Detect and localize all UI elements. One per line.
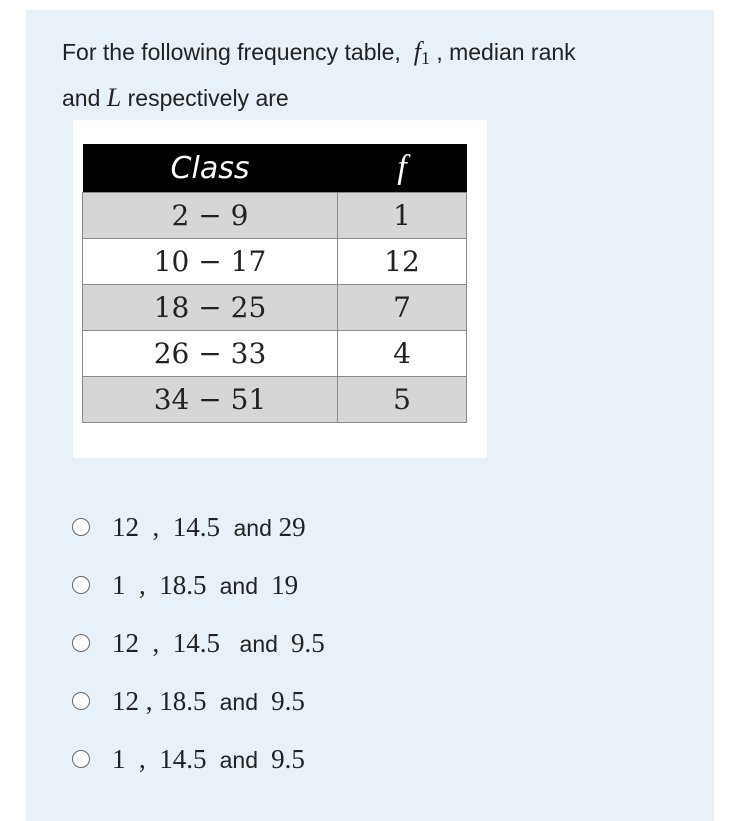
question-card [26, 10, 714, 821]
table-header-row [83, 144, 467, 193]
question-text-part-3: respectively are [127, 85, 289, 111]
option-values: 1 , 18.5 [112, 569, 207, 600]
frequency-cell: 1 [338, 193, 467, 239]
f1-symbol [407, 37, 430, 66]
option-label [112, 686, 305, 717]
option-value-l: 29 [278, 511, 306, 542]
option-value-l: 9.5 [271, 743, 305, 774]
frequency-table-image [73, 120, 487, 458]
option-label [112, 744, 305, 775]
radio-button[interactable] [72, 750, 90, 768]
table-row [83, 285, 467, 331]
option-and-word: and [213, 688, 265, 715]
question-text-part-2: , median rank [436, 39, 576, 65]
answer-option-3[interactable] [72, 614, 325, 672]
question-text-part-1: For the following frequency table, [62, 39, 401, 65]
option-value-l: 19 [271, 569, 299, 600]
option-values: 12 , 14.5 [112, 627, 220, 658]
option-values: 12 , 18.5 [112, 685, 207, 716]
answer-option-2[interactable] [72, 556, 325, 614]
class-cell: 34 − 51 [83, 377, 338, 423]
class-cell: 18 − 25 [83, 285, 338, 331]
radio-button[interactable] [72, 692, 90, 710]
frequency-cell: 7 [338, 285, 467, 331]
option-and-word: and [233, 514, 272, 541]
radio-button[interactable] [72, 576, 90, 594]
option-and-word: and [213, 746, 265, 773]
table-row [83, 239, 467, 285]
option-label [112, 512, 306, 543]
answer-option-5[interactable] [72, 730, 325, 788]
class-cell: 2 − 9 [83, 193, 338, 239]
frequency-cell: 12 [338, 239, 467, 285]
question-text-and: and [62, 85, 101, 111]
answer-options [72, 498, 325, 788]
option-value-l: 9.5 [271, 685, 305, 716]
class-cell: 26 − 33 [83, 331, 338, 377]
class-header: Class [83, 144, 338, 193]
option-values: 12 , 14.5 [112, 511, 220, 542]
table-row [83, 331, 467, 377]
option-and-word: and [226, 630, 285, 657]
option-value-l: 9.5 [291, 627, 325, 658]
frequency-table [82, 144, 467, 423]
l-variable: L [106, 83, 122, 112]
class-cell: 10 − 17 [83, 239, 338, 285]
frequency-header: f [338, 144, 467, 193]
f-variable: f [413, 37, 421, 66]
radio-button[interactable] [72, 518, 90, 536]
option-label [112, 570, 298, 601]
radio-button[interactable] [72, 634, 90, 652]
option-values: 1 , 14.5 [112, 743, 207, 774]
f-subscript: 1 [420, 48, 430, 68]
table-row [83, 193, 467, 239]
answer-option-1[interactable] [72, 498, 325, 556]
frequency-cell: 4 [338, 331, 467, 377]
question-text [62, 32, 702, 118]
answer-option-4[interactable] [72, 672, 325, 730]
frequency-cell: 5 [338, 377, 467, 423]
option-and-word: and [213, 572, 265, 599]
table-row [83, 377, 467, 423]
option-label [112, 628, 325, 659]
